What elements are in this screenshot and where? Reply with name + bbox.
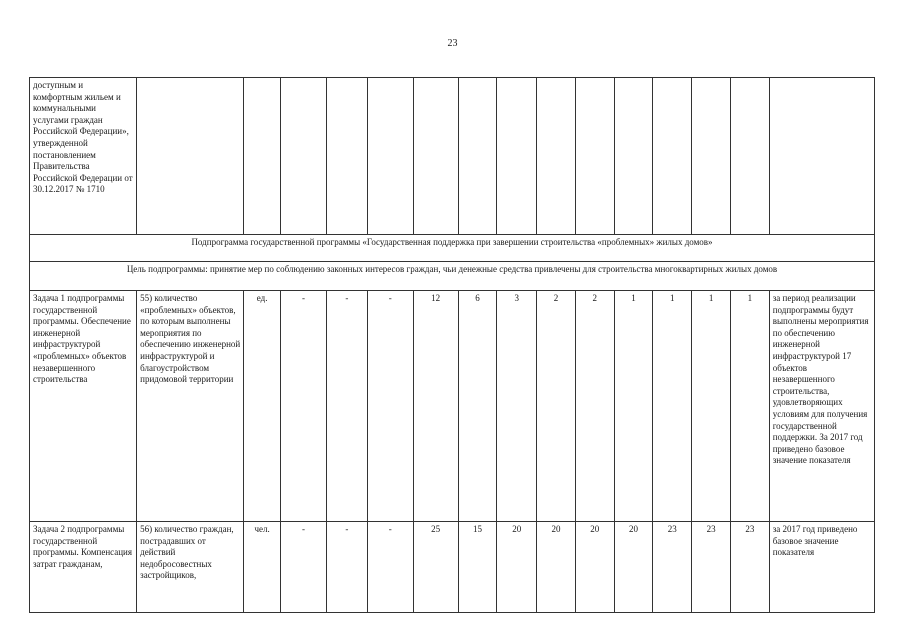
- empty-cell: [367, 78, 413, 235]
- empty-cell: [730, 78, 769, 235]
- empty-cell: [769, 78, 874, 235]
- program-name-cell: доступным и комфортным жильем и коммунальными услугами граждан Российской Федерации», утвержденной постановлением Правительства Российской Федерации от 30.12.2017 № 1710: [30, 78, 137, 235]
- value-cell: 2: [537, 291, 576, 522]
- table-row: [30, 291, 875, 522]
- indicator-cell: 55) количество «проблемных» объектов, по которым выполнены мероприятия по обеспечению инженерной инфраструктурой и благоустройством придомовой территории: [137, 291, 244, 522]
- value-cell: -: [326, 522, 367, 613]
- unit-cell: ед.: [244, 291, 281, 522]
- indicator-cell: 56) количество граждан, пострадавших от действий недобросовестных застройщиков,: [137, 522, 244, 613]
- empty-cell: [244, 78, 281, 235]
- value-cell: 25: [413, 522, 458, 613]
- subprogram-title: Подпрограмма государственной программы «Государственная поддержка при завершении строительства «проблемных» жилых домов»: [30, 235, 875, 262]
- empty-cell: [653, 78, 692, 235]
- empty-cell: [497, 78, 537, 235]
- task-cell: Задача 2 подпрограммы государственной программы. Компенсация затрат гражданам,: [30, 522, 137, 613]
- value-cell: -: [281, 291, 327, 522]
- task-cell: Задача 1 подпрограммы государственной программы. Обеспечение инженерной инфраструктурой «проблемных» объектов незавершенного строительства: [30, 291, 137, 522]
- value-cell: 20: [537, 522, 576, 613]
- value-cell: 20: [575, 522, 614, 613]
- value-cell: 23: [730, 522, 769, 613]
- value-cell: 1: [653, 291, 692, 522]
- value-cell: 23: [692, 522, 731, 613]
- table-row-subprogram: [30, 235, 875, 262]
- page-number: 23: [447, 38, 458, 49]
- value-cell: 6: [458, 291, 497, 522]
- value-cell: -: [367, 291, 413, 522]
- value-cell: 12: [413, 291, 458, 522]
- indicators-table: [29, 77, 875, 613]
- value-cell: 20: [497, 522, 537, 613]
- value-cell: 1: [730, 291, 769, 522]
- empty-cell: [537, 78, 576, 235]
- value-cell: -: [367, 522, 413, 613]
- value-cell: 2: [575, 291, 614, 522]
- table-row-goal: [30, 262, 875, 291]
- value-cell: 1: [692, 291, 731, 522]
- empty-cell: [413, 78, 458, 235]
- value-cell: -: [281, 522, 327, 613]
- empty-cell: [137, 78, 244, 235]
- value-cell: 1: [614, 291, 653, 522]
- note-cell: за период реализации подпрограммы будут выполнены мероприятия по обеспечению инженерной инфраструктурой 17 объектов незавершенного строительства, удовлетворяющих условиям для получения государственной поддержки. За 2017 год приведено базовое значение показателя: [769, 291, 874, 522]
- subprogram-goal: Цель подпрограммы: принятие мер по соблюдению законных интересов граждан, чьи денежные средства привлечены для строительства многоквартирных жилых домов: [30, 262, 875, 291]
- table-row: [30, 522, 875, 613]
- value-cell: -: [326, 291, 367, 522]
- value-cell: 20: [614, 522, 653, 613]
- empty-cell: [575, 78, 614, 235]
- empty-cell: [614, 78, 653, 235]
- value-cell: 23: [653, 522, 692, 613]
- empty-cell: [458, 78, 497, 235]
- empty-cell: [281, 78, 327, 235]
- empty-cell: [692, 78, 731, 235]
- empty-cell: [326, 78, 367, 235]
- table-row-continuation: [30, 78, 875, 235]
- value-cell: 3: [497, 291, 537, 522]
- note-cell: за 2017 год приведено базовое значение показателя: [769, 522, 874, 613]
- unit-cell: чел.: [244, 522, 281, 613]
- value-cell: 15: [458, 522, 497, 613]
